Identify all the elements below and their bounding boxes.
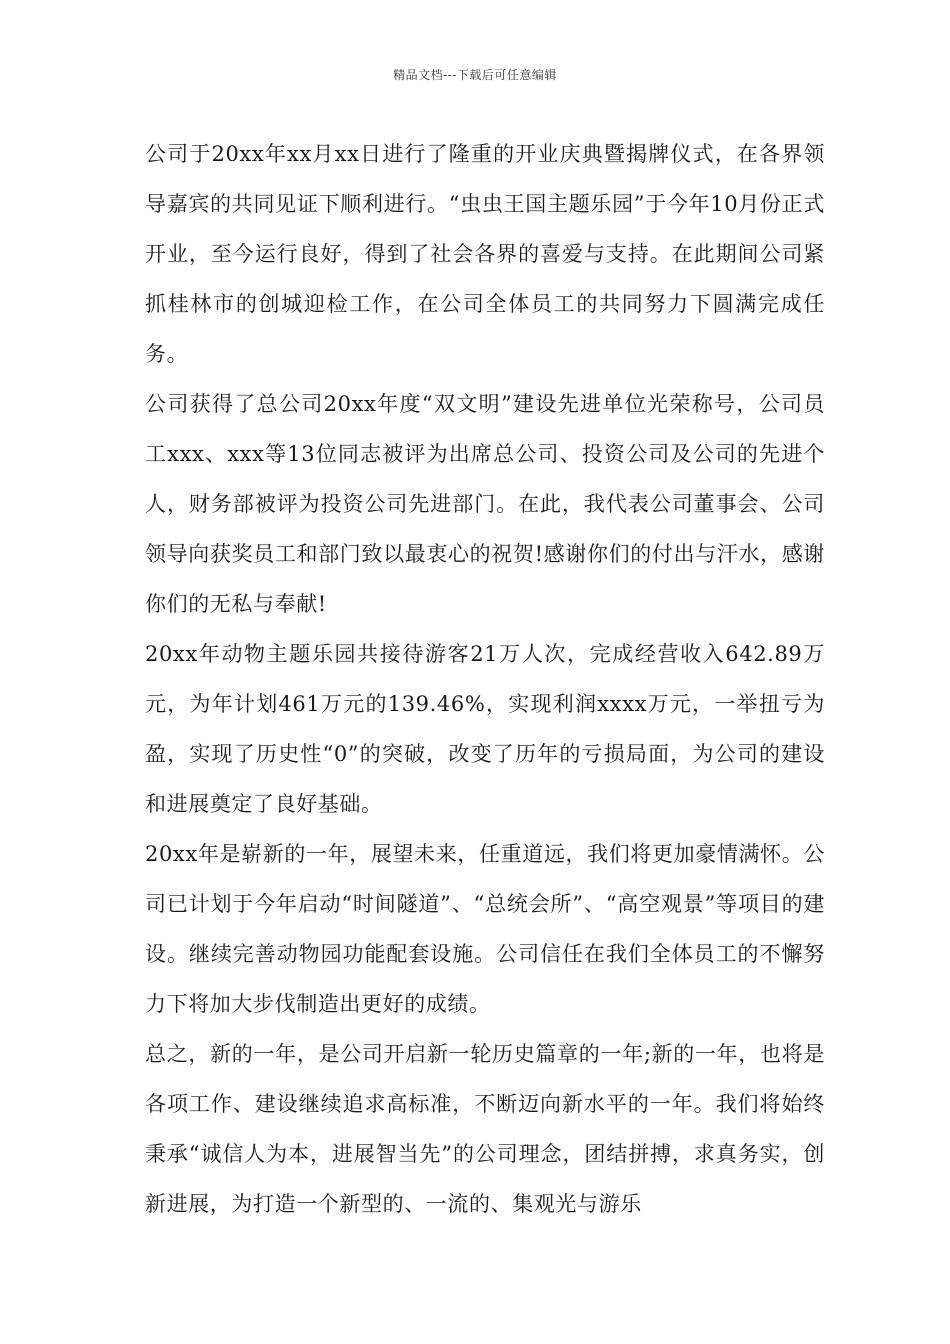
paragraph-opening-ceremony: 公司于20xx年xx月xx日进行了隆重的开业庆典暨揭牌仪式，在各界领导嘉宾的共同见证下顺利进行。“虫虫王国主题乐园”于今年10月份正式开业，至今运行良好，得到了社会各界的喜爱与支持。在此期间公司紧抓桂林市的创城迎检工作，在公司全体员工的共同努力下圆满完成任务。 xyxy=(145,142,825,366)
document-body xyxy=(145,129,825,1229)
paragraph-conclusion: 总之，新的一年，是公司开启新一轮历史篇章的一年;新的一年，也将是各项工作、建设继续追求高标准，不断迈向新水平的一年。我们将始终秉承“诚信人为本，进展智当先”的公司理念，团结拼搏，求真务实，创新进展，为打造一个新型的、一流的、集观光与游乐 xyxy=(145,1042,825,1216)
paragraph-outlook: 20xx年是崭新的一年，展望未来，任重道远，我们将更加豪情满怀。公司已计划于今年启动“时间隧道”、“总统会所”、“高空观景”等项目的建设。继续完善动物园功能配套设施。公司信任在我们全体员工的不懈努力下将加大步伐制造出更好的成绩。 xyxy=(145,842,825,1016)
paragraph-awards: 公司获得了总公司20xx年度“双文明”建设先进单位光荣称号，公司员工xxx、xxx等13位同志被评为出席总公司、投资公司及公司的先进个人，财务部被评为投资公司先进部门。在此，我代表公司董事会、公司领导向获奖员工和部门致以最衷心的祝贺!感谢你们的付出与汗水，感谢你们的无私与奉献! xyxy=(145,392,825,616)
paragraph-results: 20xx年动物主题乐园共接待游客21万人次，完成经营收入642.89万元，为年计划461万元的139.46%，实现利润xxxx万元，一举扭亏为盈，实现了历史性“0”的突破，改变了历年的亏损局面，为公司的建设和进展奠定了良好基础。 xyxy=(145,642,825,816)
page-header: 精品文档---下载后可任意编辑 xyxy=(393,68,557,82)
